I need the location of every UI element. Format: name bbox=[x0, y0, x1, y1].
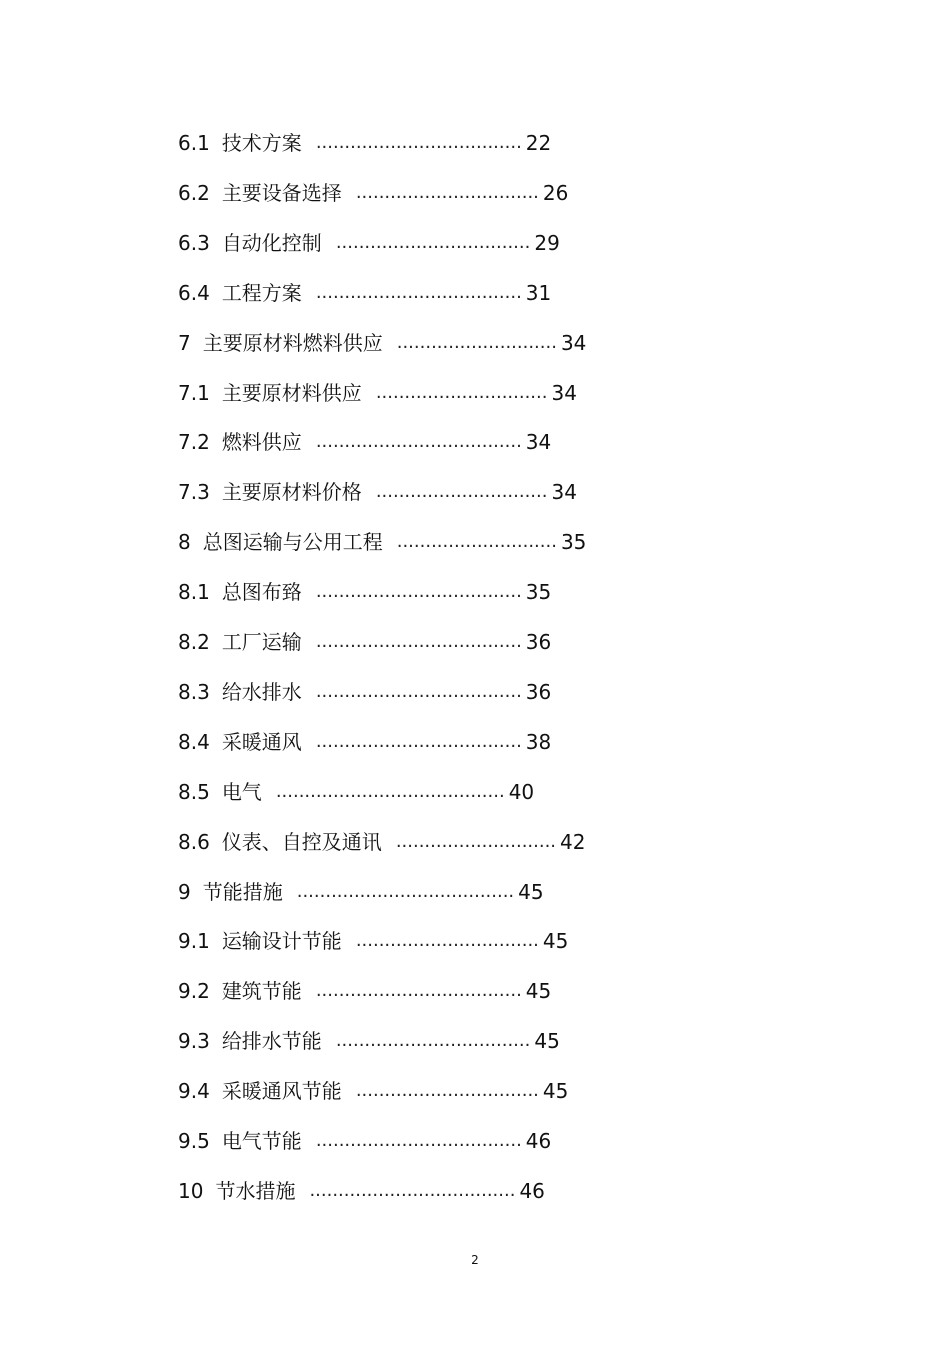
toc-entry[interactable] bbox=[178, 527, 586, 557]
toc-dot-leader: ........................................ bbox=[275, 780, 505, 802]
toc-entry-number: 9.1 bbox=[178, 929, 210, 954]
toc-entry-page: 38 bbox=[525, 729, 552, 754]
toc-entry-page: 35 bbox=[525, 580, 552, 605]
toc-dot-leader: .................................... bbox=[315, 281, 522, 303]
toc-entry-page: 46 bbox=[519, 1178, 545, 1203]
toc-entry-number: 9.3 bbox=[178, 1029, 210, 1054]
toc-dot-leader: .................................... bbox=[315, 730, 522, 752]
toc-entry[interactable] bbox=[178, 278, 551, 308]
toc-dot-leader: .................................... bbox=[315, 631, 522, 652]
toc-entry[interactable] bbox=[178, 877, 544, 907]
toc-entry-title: 采暖通风节能 bbox=[221, 1079, 342, 1104]
toc-entry-number: 9.4 bbox=[178, 1079, 210, 1104]
toc-entry[interactable] bbox=[178, 128, 551, 158]
toc-dot-leader: .................................... bbox=[315, 581, 522, 603]
toc-entry-title: 电气节能 bbox=[221, 1129, 302, 1153]
toc-entry-title: 给排水节能 bbox=[221, 1029, 322, 1054]
toc-entry-page: 34 bbox=[560, 330, 587, 355]
toc-dot-leader: .............................. bbox=[375, 381, 548, 403]
toc-dot-leader: .................................... bbox=[315, 980, 522, 1002]
toc-entry-page: 36 bbox=[525, 630, 552, 654]
toc-entry-page: 45 bbox=[542, 1079, 569, 1104]
toc-entry-page: 36 bbox=[525, 679, 552, 704]
toc-entry-title: 技术方案 bbox=[221, 131, 302, 155]
toc-entry-title: 工厂运输 bbox=[221, 630, 302, 654]
toc-entry[interactable] bbox=[178, 1126, 551, 1156]
toc-dot-leader: ...................................... bbox=[296, 880, 515, 902]
toc-entry-number: 10 bbox=[178, 1178, 204, 1203]
toc-dot-leader: .................................. bbox=[335, 231, 531, 253]
toc-entry[interactable] bbox=[178, 427, 551, 457]
toc-entry-number: 8.2 bbox=[178, 630, 210, 654]
toc-entry[interactable] bbox=[178, 926, 568, 956]
toc-entry-page: 40 bbox=[508, 779, 535, 804]
toc-entry[interactable] bbox=[178, 727, 551, 757]
toc-entry-number: 9.5 bbox=[178, 1129, 210, 1153]
toc-entry-page: 45 bbox=[518, 879, 544, 904]
toc-dot-leader: .................................... bbox=[315, 1130, 522, 1151]
toc-entry-title: 建筑节能 bbox=[221, 979, 302, 1004]
toc-entry-title: 主要原材料供应 bbox=[221, 380, 362, 405]
toc-entry[interactable] bbox=[178, 228, 560, 258]
toc-entry-page: 42 bbox=[560, 829, 586, 854]
toc-entry-title: 节能措施 bbox=[202, 879, 283, 904]
toc-entry-number: 8.6 bbox=[178, 829, 210, 854]
toc-dot-leader: ................................ bbox=[355, 181, 539, 203]
toc-entry-number: 8.1 bbox=[178, 580, 210, 605]
toc-dot-leader: .................................... bbox=[315, 431, 522, 453]
toc-dot-leader: .............................. bbox=[375, 481, 548, 503]
toc-entry[interactable] bbox=[178, 976, 551, 1006]
toc-entry-title: 节水措施 bbox=[215, 1178, 296, 1203]
toc-dot-leader: ................................ bbox=[355, 930, 539, 952]
toc-entry[interactable] bbox=[178, 577, 551, 607]
toc-entry-page: 45 bbox=[534, 1029, 560, 1054]
toc-entry-title: 仪表、自控及通讯 bbox=[221, 829, 382, 854]
toc-entry-title: 电气 bbox=[221, 779, 262, 804]
toc-entry-number: 6.2 bbox=[178, 180, 210, 205]
toc-entry-number: 9 bbox=[178, 879, 191, 904]
toc-entry-number: 8 bbox=[178, 530, 191, 555]
toc-entry-title: 自动化控制 bbox=[221, 230, 322, 255]
toc-dot-leader: ............................ bbox=[395, 830, 557, 852]
toc-entry[interactable] bbox=[178, 1026, 560, 1056]
toc-entry-title: 运输设计节能 bbox=[221, 929, 342, 954]
toc-entry-page: 34 bbox=[551, 480, 577, 505]
toc-dot-leader: ................................ bbox=[355, 1080, 539, 1102]
toc-dot-leader: .................................... bbox=[309, 1179, 516, 1201]
toc-entry-title: 主要设备选择 bbox=[221, 180, 342, 205]
toc-entry[interactable] bbox=[178, 328, 586, 358]
toc-entry-page: 26 bbox=[542, 180, 569, 205]
toc-entry-title: 工程方案 bbox=[221, 280, 302, 305]
toc-entry-page: 35 bbox=[560, 530, 587, 555]
toc-entry-page: 31 bbox=[525, 280, 552, 305]
toc-entry-number: 8.4 bbox=[178, 729, 210, 754]
toc-entry-number: 6.3 bbox=[178, 230, 210, 255]
toc-entry-number: 6.1 bbox=[178, 131, 210, 155]
toc-entry-title: 燃料供应 bbox=[221, 430, 302, 455]
toc-entry-number: 7.2 bbox=[178, 430, 210, 455]
toc-entry-number: 7 bbox=[178, 330, 191, 355]
toc-dot-leader: .................................... bbox=[315, 132, 522, 153]
toc-entry-title: 给水排水 bbox=[221, 679, 302, 704]
toc-entry-page: 34 bbox=[551, 380, 577, 405]
toc-entry-page: 46 bbox=[525, 1129, 552, 1153]
toc-entry-number: 8.5 bbox=[178, 779, 210, 804]
toc-dot-leader: .................................... bbox=[315, 680, 522, 702]
toc-entry-title: 主要原材料燃料供应 bbox=[202, 330, 383, 355]
toc-entry[interactable] bbox=[178, 178, 568, 208]
toc-dot-leader: .................................. bbox=[335, 1030, 531, 1052]
toc-entry-page: 45 bbox=[542, 929, 569, 954]
page-number: 2 bbox=[471, 1253, 479, 1267]
toc-dot-leader: ............................ bbox=[396, 331, 557, 353]
toc-entry[interactable] bbox=[178, 627, 551, 657]
toc-entry[interactable] bbox=[178, 677, 551, 707]
toc-entry-number: 7.3 bbox=[178, 480, 210, 505]
toc-entry[interactable] bbox=[178, 827, 585, 857]
toc-entry[interactable] bbox=[178, 378, 577, 408]
toc-entry-number: 8.3 bbox=[178, 679, 210, 704]
toc-entry[interactable] bbox=[178, 477, 577, 507]
toc-entry-page: 22 bbox=[525, 131, 552, 155]
toc-entry-title: 主要原材料价格 bbox=[221, 480, 362, 505]
toc-entry-page: 29 bbox=[534, 230, 560, 255]
toc-dot-leader: ............................ bbox=[396, 531, 557, 553]
toc-entry-number: 6.4 bbox=[178, 280, 210, 305]
toc-entry[interactable] bbox=[178, 777, 534, 807]
toc-entry-title: 总图运输与公用工程 bbox=[202, 530, 383, 555]
toc-entry[interactable] bbox=[178, 1176, 545, 1206]
toc-entry-number: 7.1 bbox=[178, 380, 210, 405]
toc-entry-title: 总图布臵 bbox=[221, 580, 302, 605]
toc-entry-title: 采暖通风 bbox=[221, 729, 302, 754]
toc-entry-number: 9.2 bbox=[178, 979, 210, 1004]
toc-entry-page: 45 bbox=[525, 979, 552, 1004]
toc-entry-page: 34 bbox=[525, 430, 552, 455]
toc-entry[interactable] bbox=[178, 1076, 568, 1106]
